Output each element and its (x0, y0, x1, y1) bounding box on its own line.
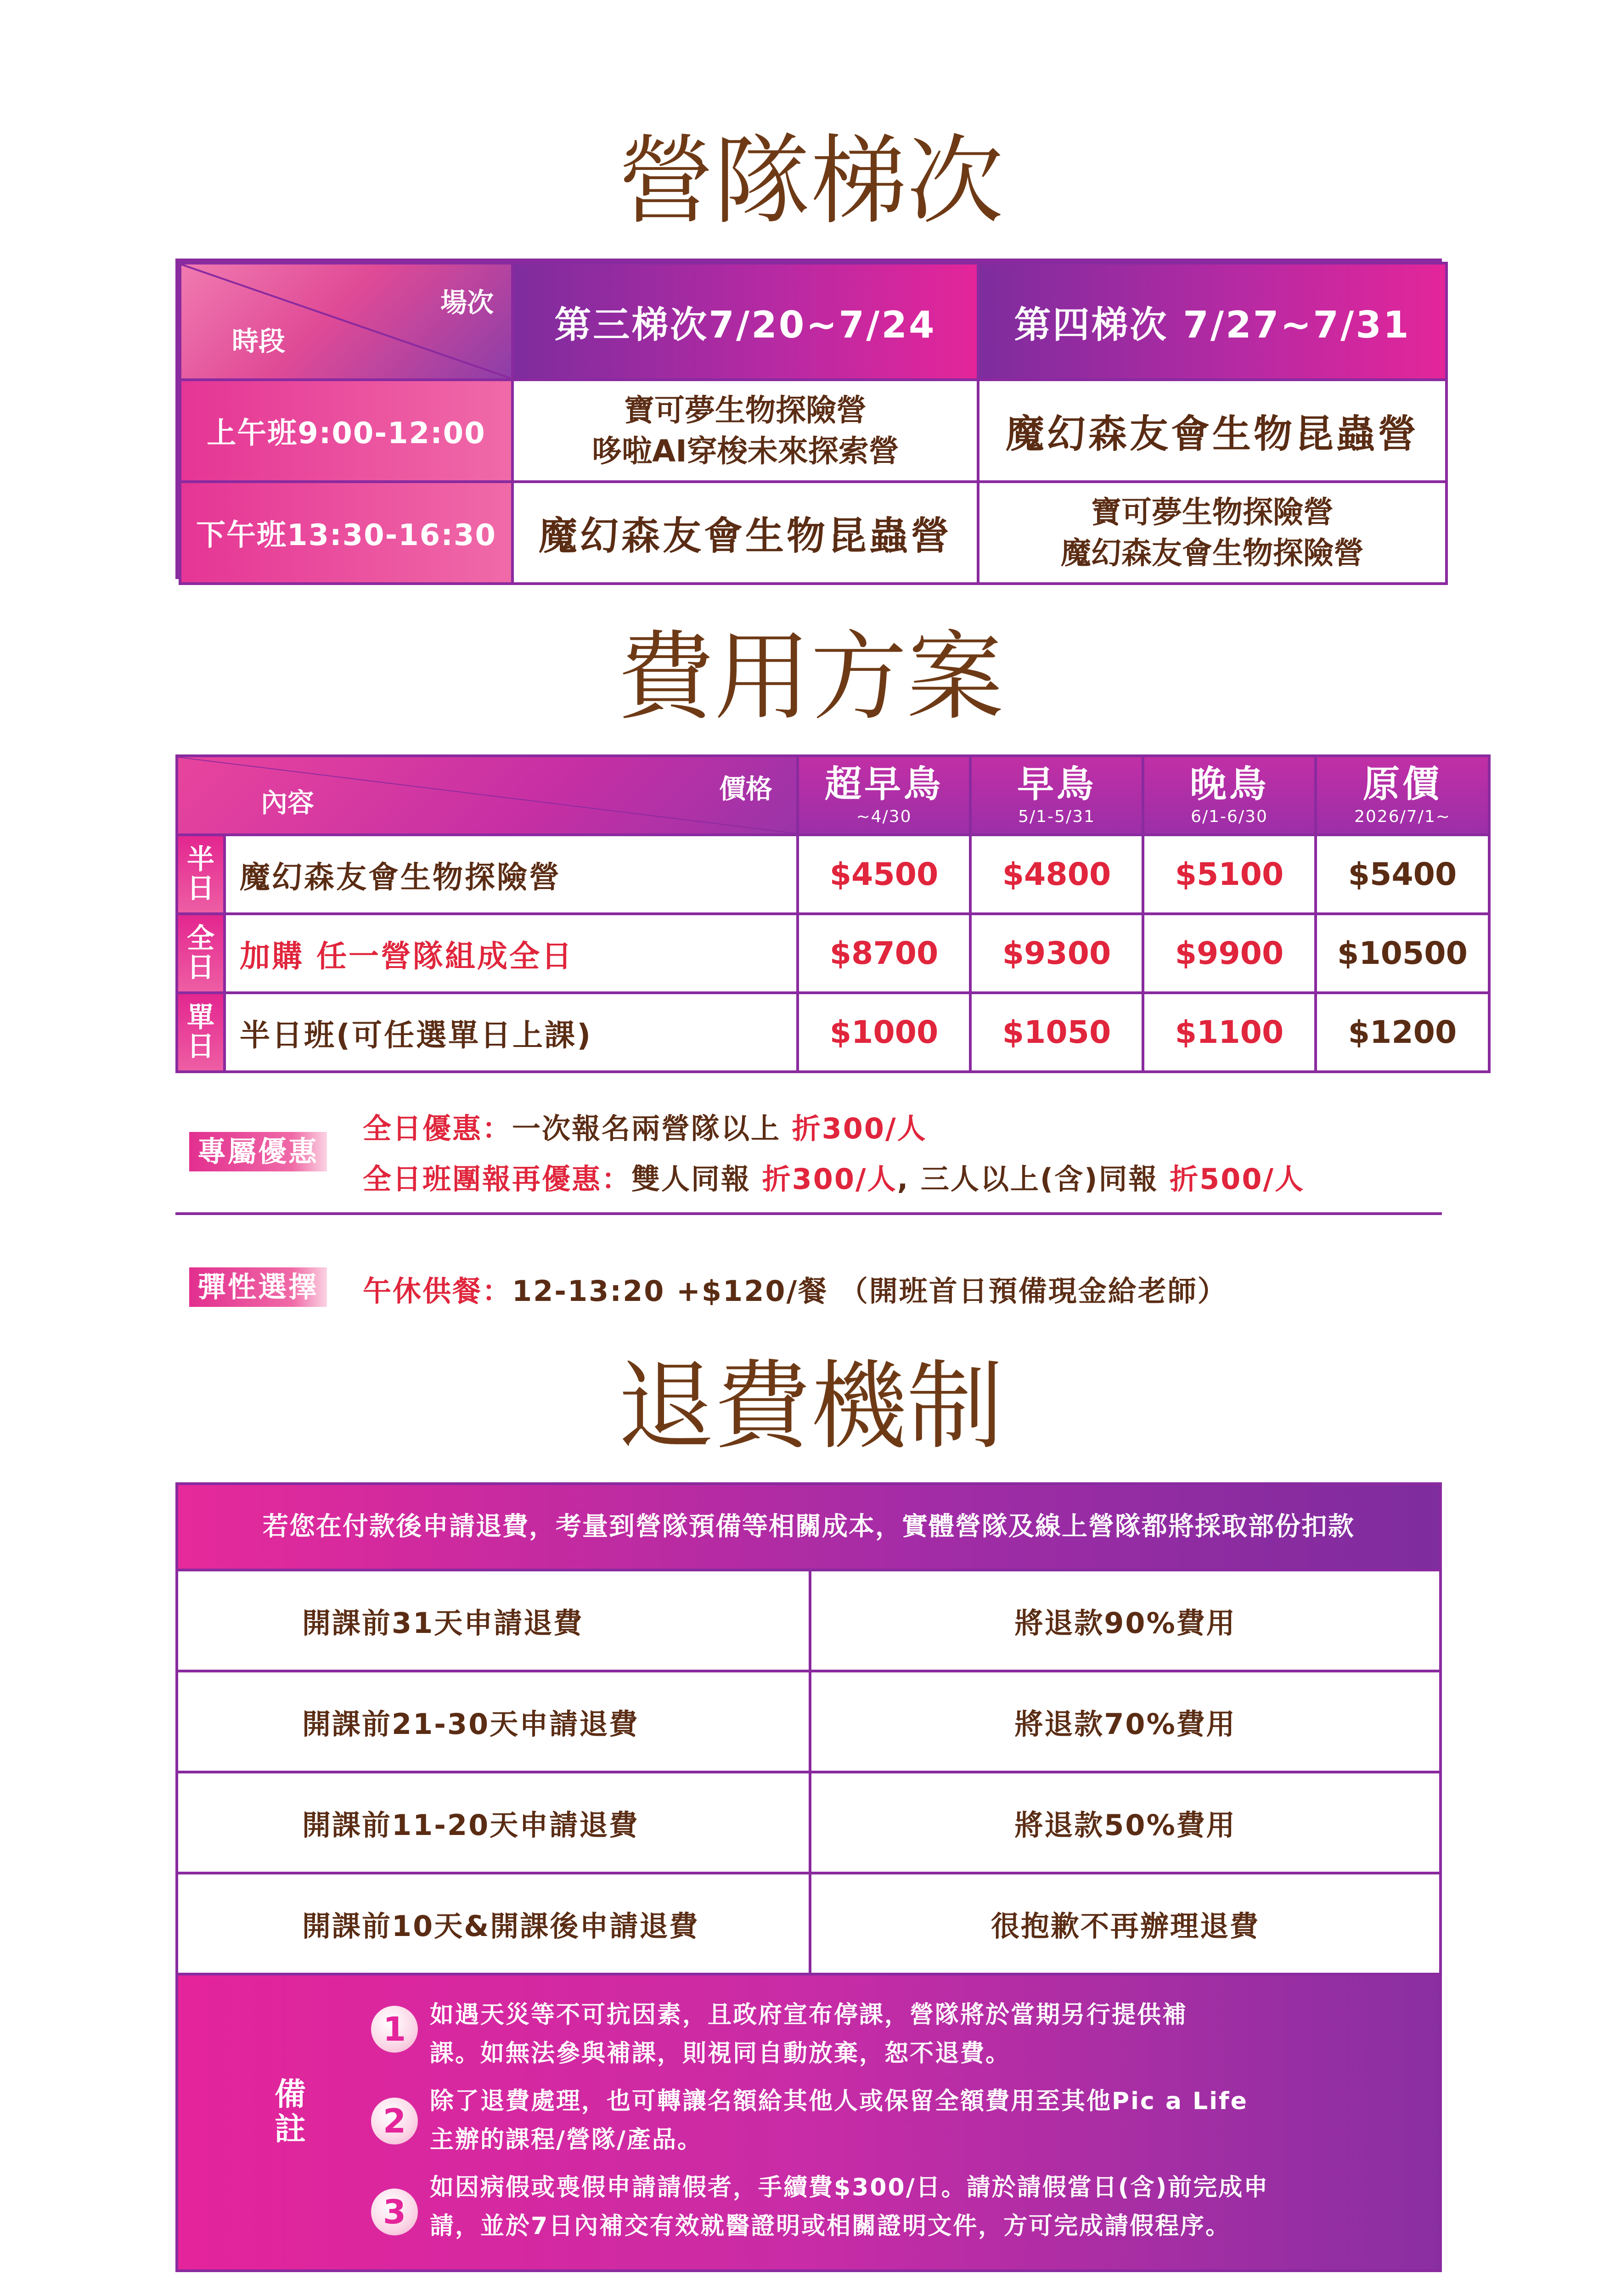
fee-row-tag: 全 日 (177, 914, 225, 993)
promo-discount: 折300/人 (792, 1112, 927, 1145)
fee-price: $4500 (798, 835, 970, 914)
camp-name: 魔幻森友會生物昆蟲營 (538, 513, 952, 558)
schedule-table (175, 259, 1442, 579)
fee-price: $9900 (1143, 914, 1316, 993)
fee-row-tag: 半 日 (177, 835, 225, 914)
corner-price-label: 價格 (719, 773, 772, 805)
fee-item: 加購 任一營隊組成全日 (225, 914, 798, 993)
camp-name: 魔幻森友會生物探險營 (1061, 535, 1364, 571)
exclusive-offer-badge: 專屬優惠 (189, 1132, 327, 1171)
refund-intro: 若您在付款後申請退費，考量到營隊預備等相關成本，實體營隊及線上營隊都將採取部份扣款 (178, 1485, 1439, 1569)
refund-when: 開課前21-30天申請退費 (178, 1671, 810, 1772)
promo-line-1 (363, 1106, 927, 1147)
fees-title: 費用方案 (617, 621, 1003, 733)
fee-table (175, 754, 1468, 1071)
promo-discount: 折500/人 (1170, 1162, 1305, 1196)
schedule-col-session-3: 第三梯次7/20~7/24 (512, 263, 978, 380)
refund-when: 開課前31天申請退費 (178, 1570, 810, 1671)
fee-price: $1200 (1316, 993, 1489, 1072)
camp-name: 寶可夢生物探險營 (1091, 494, 1334, 530)
schedule-title: 營隊梯次 (617, 125, 1003, 237)
refund-row (178, 1671, 1439, 1772)
schedule-cell (512, 380, 978, 482)
lunch-label: 午休供餐： (363, 1274, 512, 1308)
refund-when: 開課前10天&開課後申請退費 (178, 1873, 810, 1974)
plan-name: 晚鳥 (1190, 762, 1269, 805)
promo-line-2 (363, 1156, 1305, 1197)
camp-name: 寶可夢生物探險營 (624, 392, 867, 428)
schedule-cell (978, 482, 1447, 584)
refund-row (178, 1570, 1439, 1671)
notes-label: 備 註 (275, 2077, 306, 2148)
plan-name: 原價 (1363, 762, 1442, 805)
promo-discount: 折300/人 (762, 1162, 897, 1196)
camp-name: 魔幻森友會生物昆蟲營 (1005, 411, 1419, 456)
fee-price: $4800 (970, 835, 1143, 914)
plan-period: 5/1-5/31 (1018, 807, 1095, 826)
schedule-row-afternoon: 下午班13:30-16:30 (180, 482, 512, 584)
schedule-col-session-4: 第四梯次 7/27~7/31 (978, 263, 1447, 380)
fee-item: 魔幻森友會生物探險營 (225, 835, 798, 914)
lunch-option (363, 1268, 1227, 1309)
fee-price: $5100 (1143, 835, 1316, 914)
corner-time-label: 時段 (232, 326, 286, 357)
plan-header (1143, 756, 1316, 835)
refund-table (175, 1482, 1442, 2272)
schedule-corner-cell (180, 263, 512, 380)
plan-header (1316, 756, 1489, 835)
flexible-option-badge: 彈性選擇 (189, 1267, 327, 1307)
schedule-cell (512, 482, 978, 584)
camp-name: 哆啦AI穿梭未來探索營 (591, 433, 899, 469)
fee-item: 半日班(可任選單日上課) (225, 993, 798, 1072)
fee-price: $1050 (970, 993, 1143, 1072)
lunch-text: 12-13:20 +$120/餐 （開班首日預備現金給老師） (512, 1274, 1227, 1308)
fee-corner-cell (177, 756, 798, 835)
plan-period: ~4/30 (856, 807, 912, 826)
fee-row-tag: 單 日 (177, 993, 225, 1072)
refund-result: 將退款90%費用 (810, 1570, 1439, 1671)
refund-row (178, 1873, 1439, 1974)
note-number-badge: 3 (371, 2189, 418, 2235)
plan-name: 超早鳥 (825, 762, 943, 805)
corner-content-label: 內容 (261, 787, 315, 818)
fee-price: $1000 (798, 993, 970, 1072)
plan-period: 2026/7/1~ (1354, 807, 1451, 826)
refund-result: 很抱歉不再辦理退費 (810, 1873, 1439, 1974)
divider (175, 1212, 1442, 1215)
note-number-badge: 2 (371, 2098, 418, 2144)
plan-name: 早鳥 (1017, 762, 1096, 805)
note-number-badge: 1 (371, 2006, 418, 2053)
plan-header (970, 756, 1143, 835)
refund-title: 退費機制 (617, 1350, 1003, 1463)
fee-price: $5400 (1316, 835, 1489, 914)
promo-label: 全日班團報再優惠： (363, 1162, 632, 1196)
fee-price: $8700 (798, 914, 970, 993)
note-text: 如因病假或喪假申請請假者，手續費$300/日。請於請假當日(含)前完成申 請，並於7日內補交有效就醫證明或相關證明文件，方可完成請假程序。 (430, 2174, 1269, 2240)
refund-result: 將退款70%費用 (810, 1671, 1439, 1772)
promo-text: 雙人同報 (631, 1162, 762, 1196)
note-text: 除了退費處理，也可轉讓名額給其他人或保留全額費用至其他Pic a Life 主辦的課程/營隊/產品。 (430, 2088, 1248, 2154)
promo-label: 全日優惠： (363, 1112, 512, 1145)
fee-price: $10500 (1316, 914, 1489, 993)
schedule-row-morning: 上午班9:00-12:00 (180, 380, 512, 482)
schedule-cell (978, 380, 1447, 482)
refund-notes (178, 1975, 1439, 2269)
refund-when: 開課前11-20天申請退費 (178, 1772, 810, 1873)
fee-price: $9300 (970, 914, 1143, 993)
promo-text: , 三人以上(含)同報 (897, 1162, 1170, 1196)
plan-header (798, 756, 970, 835)
note-text: 如遇天災等不可抗因素，且政府宣布停課，營隊將於當期另行提供補 課。如無法參與補課，則視同自動放棄，恕不退費。 (430, 2001, 1188, 2067)
corner-session-label: 場次 (440, 287, 494, 318)
promo-text: 一次報名兩營隊以上 (512, 1112, 792, 1145)
fee-price: $1100 (1143, 993, 1316, 1072)
refund-row (178, 1772, 1439, 1873)
refund-result: 將退款50%費用 (810, 1772, 1439, 1873)
plan-period: 6/1-6/30 (1191, 807, 1268, 826)
